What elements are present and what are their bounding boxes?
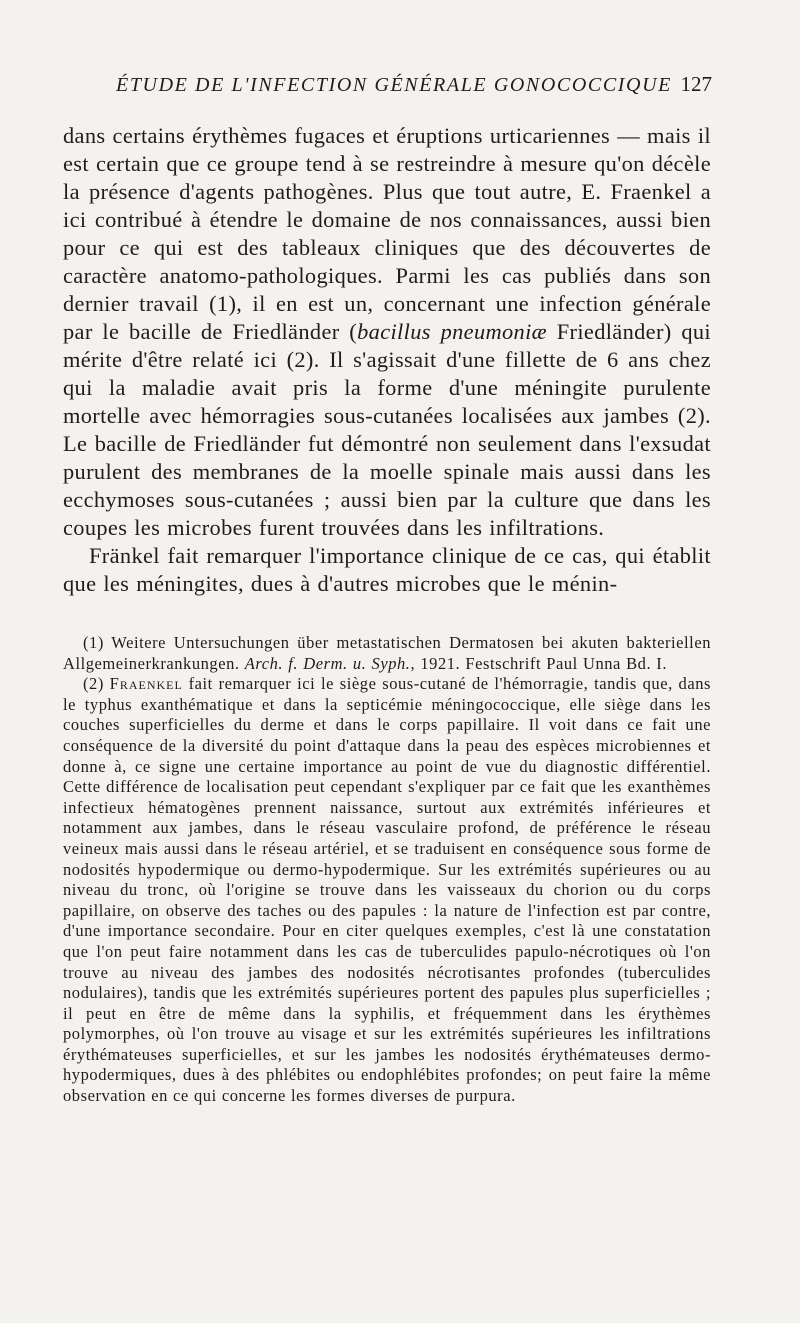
footnote-2-text: fait remarquer ici le siège sous-cutané de l'hémorragie, tandis que, dans le typhus exanthématique et dans la septicémie méningococcique, elle siège dans les couches superficielles du derme et dans le corps papillaire. Il voit dans ce fait une conséquence de la diversité du point d'attaque dans la peau des espèces microbiennes et donne à, ce signe une certaine importance au point de vue du diagnostic différentiel. Cette différence de localisation peut cependant s'expliquer par ce fait que les exanthèmes infectieux hématogènes prennent naissance, surtout aux extrémités inférieures et notamment aux jambes, dans le réseau vasculaire profond, de préférence le réseau veineux mais aussi dans le réseau artériel, et se traduisent en conséquence sous forme de nodosités hypodermique ou dermo-hypodermique. Sur les extrémités supérieures ou au niveau du tronc, où l'origine se trouve dans les vaisseaux du chorion ou du corps papillaire, on observe des taches ou des papules : la nature de l'infection est par contre, d'une importance secondaire. Pour en citer quelques exemples, c'est là une constatation que l'on peut faire notamment dans les cas de tuberculides papulo-nécrotiques où l'on trouve au niveau des jambes des nodosités nécrotisantes profondes (tuberculides nodulaires), tandis que les extrémités supérieures portent des papules plus superficielles ; il peut en être de même dans la syphilis, et fréquemment dans les érythèmes polymorphes, où l'on trouve au visage et sur les extrémités supérieures les infiltrations érythémateuses superficielles, et sur les jambes les nodosités érythémateuses dermo-hypodermiques, dues à des phlébites ou endophlébites profondes; on peut faire la même observation en ce qui concerne les formes diverses de purpura. bbox=[63, 674, 711, 1106]
footnote-2 bbox=[63, 674, 711, 1106]
paragraph-2: Fränkel fait remarquer l'importance clinique de ce cas, qui établit que les méningites, dues à d'autres microbes que le ménin- bbox=[63, 543, 711, 596]
page-number: 127 bbox=[680, 72, 712, 96]
paragraph-1-text-b: Friedländer) qui mérite d'être relaté ici (2). Il s'agissait d'une fillette de 6 ans chez qui la maladie avait pris la forme d'une méningite purulente mortelle avec hémorragies sous-cutanées localisées aux jambes (2). Le bacille de Friedländer fut démontré non seulement dans l'exsudat purulent des membranes de la moelle spinale mais aussi dans les ecchymoses sous-cutanées ; aussi bien par la culture que dans les coupes les microbes furent trouvées dans les infiltrations. bbox=[63, 319, 712, 540]
footnote-2-marker: (2) bbox=[83, 674, 110, 694]
paragraph-1-italic: bacillus pneumoniæ bbox=[357, 319, 547, 344]
paragraph-1 bbox=[63, 122, 711, 542]
footnote-2-author: Fraenkel bbox=[109, 674, 183, 694]
footnotes bbox=[63, 633, 711, 1107]
footnote-1-journal: Arch. f. Derm. u. Syph. bbox=[244, 653, 411, 673]
footnote-1-text-a: (1) Weitere Untersuchungen über metastatischen Dermatosen bei akuten bakteriellen Allgemeinerkrankungen. bbox=[63, 633, 711, 673]
paragraph-1-text-a: dans certains érythèmes fugaces et éruptions urticariennes — mais il est certain que ce groupe tend à se restreindre à mesure qu'on décèle la présence d'agents pathogènes. Plus que tout autre, E. Fraenkel a ici contribué à étendre le domaine de nos connaissances, aussi bien pour ce qui est des tableaux cliniques que des découvertes de caractère anatomo-pathologiques. Parmi les cas publiés dans son dernier travail (1), il en est un, concernant une infection générale par le bacille de Friedländer ( bbox=[63, 123, 711, 344]
running-header bbox=[116, 74, 712, 106]
footnote-1-text-b: , 1921. Festschrift Paul Unna Bd. I. bbox=[410, 653, 668, 673]
main-text bbox=[63, 122, 711, 598]
running-title: ÉTUDE DE L'INFECTION GÉNÉRALE GONOCOCCIQUE bbox=[116, 74, 672, 96]
footnote-1 bbox=[63, 633, 711, 674]
